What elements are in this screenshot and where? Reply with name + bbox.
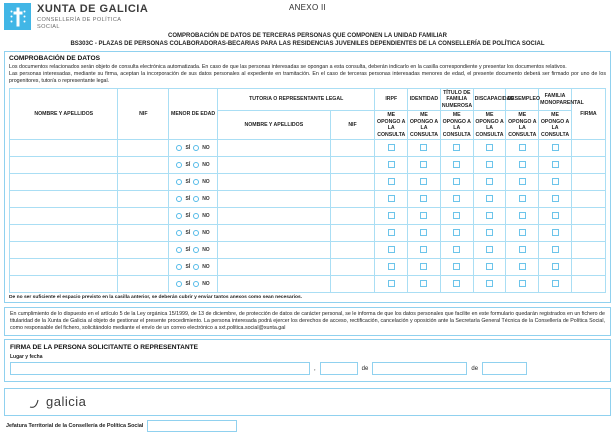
oppose-identidad-checkbox[interactable] bbox=[420, 246, 427, 253]
col-header-firma: FIRMA bbox=[571, 88, 605, 140]
nombre-cell[interactable] bbox=[10, 191, 118, 208]
oppose-desempleo-checkbox[interactable] bbox=[519, 161, 526, 168]
oppose-identidad-checkbox[interactable] bbox=[420, 195, 427, 202]
nombre-cell[interactable] bbox=[10, 225, 118, 242]
oppose-familia-numerosa-cell bbox=[440, 225, 473, 242]
col-header-menor: MENOR DE EDAD bbox=[169, 88, 218, 140]
firma-heading: FIRMA DE LA PERSONA SOLICITANTE O REPRESENTANTE bbox=[10, 343, 199, 351]
nombre-cell[interactable] bbox=[10, 242, 118, 259]
oppose-desempleo-cell bbox=[506, 157, 539, 174]
oppose-familia-numerosa-checkbox[interactable] bbox=[453, 195, 460, 202]
radio-si[interactable] bbox=[176, 196, 182, 202]
tutor-nif-cell[interactable] bbox=[330, 276, 375, 293]
radio-no[interactable] bbox=[193, 162, 199, 168]
oppose-desempleo-checkbox[interactable] bbox=[519, 263, 526, 270]
org-department bbox=[37, 17, 148, 31]
oppose-discapacidad-cell bbox=[473, 259, 506, 276]
jefatura-input[interactable] bbox=[147, 420, 237, 432]
oppose-irpf-checkbox[interactable] bbox=[388, 263, 395, 270]
tutor-nif-cell[interactable] bbox=[330, 157, 375, 174]
form-title-line1: COMPROBACIÓN DE DATOS DE TERCERAS PERSONAS QUE COMPONEN LA UNIDAD FAMILIAR bbox=[168, 33, 447, 39]
anexo-label: ANEXO II bbox=[288, 3, 327, 12]
oppose-irpf-cell bbox=[375, 157, 408, 174]
table-footnote: De no ser suficiente el espacio previsto en la casilla anterior, se deberán cubrir y enviar tantos anexos como sean necesarios. bbox=[9, 295, 303, 301]
firma-section bbox=[4, 339, 611, 382]
radio-no[interactable] bbox=[193, 230, 199, 236]
radio-si[interactable] bbox=[176, 162, 182, 168]
nif-cell[interactable] bbox=[118, 208, 169, 225]
mes-input[interactable] bbox=[372, 362, 467, 375]
comprobacion-para1: Los documentos relacionados serán objeto de consulta electrónica automatizada. En caso de que las personas interesadas se opongan a esta consulta, deberán indicarlo en la casilla correspondiente y presentar los documentos relativos. bbox=[9, 64, 567, 71]
oppose-desempleo-cell bbox=[506, 225, 539, 242]
oppose-desempleo-cell bbox=[506, 191, 539, 208]
org-dept-line1: CONSELLERÍA DE POLÍTICA bbox=[37, 17, 122, 23]
radio-si-label: SÍ bbox=[185, 162, 191, 169]
radio-si-label: SÍ bbox=[185, 264, 191, 271]
oppose-monoparental-checkbox[interactable] bbox=[552, 280, 559, 287]
col-header-tutor-nombre: NOMBRE Y APELLIDOS bbox=[218, 111, 331, 140]
tutor-nombre-cell[interactable] bbox=[218, 276, 331, 293]
oppose-irpf-cell bbox=[375, 276, 408, 293]
menor-cell bbox=[169, 225, 218, 242]
galicia-swoosh-icon bbox=[29, 395, 45, 409]
tutor-nif-cell[interactable] bbox=[330, 174, 375, 191]
firma-cell[interactable] bbox=[571, 208, 605, 225]
oppose-irpf-cell bbox=[375, 242, 408, 259]
radio-no[interactable] bbox=[193, 247, 199, 253]
oppose-desempleo-checkbox[interactable] bbox=[519, 246, 526, 253]
oppose-discapacidad-checkbox[interactable] bbox=[486, 161, 493, 168]
firma-cell[interactable] bbox=[571, 157, 605, 174]
tutor-nombre-cell[interactable] bbox=[218, 208, 331, 225]
table-row bbox=[10, 259, 606, 276]
radio-no-label: NO bbox=[202, 162, 210, 169]
oppose-discapacidad-checkbox[interactable] bbox=[486, 195, 493, 202]
radio-si[interactable] bbox=[176, 145, 182, 151]
oppose-irpf-cell bbox=[375, 208, 408, 225]
oppose-desempleo-cell bbox=[506, 276, 539, 293]
oppose-familia-numerosa-checkbox[interactable] bbox=[453, 229, 460, 236]
radio-si-label: SÍ bbox=[185, 213, 191, 220]
firma-cell[interactable] bbox=[571, 242, 605, 259]
oppose-familia-numerosa-checkbox[interactable] bbox=[453, 212, 460, 219]
firma-cell[interactable] bbox=[571, 140, 605, 157]
tutor-nombre-cell[interactable] bbox=[218, 140, 331, 157]
firma-cell[interactable] bbox=[571, 174, 605, 191]
col-header-monoparental: FAMILIA MONOPARENTAL bbox=[539, 88, 572, 111]
radio-no-label: NO bbox=[202, 230, 210, 237]
oppose-identidad-cell bbox=[408, 259, 441, 276]
oppose-familia-numerosa-checkbox[interactable] bbox=[453, 144, 460, 151]
table-body bbox=[10, 140, 606, 293]
oppose-desempleo-cell bbox=[506, 208, 539, 225]
radio-si[interactable] bbox=[176, 281, 182, 287]
oppose-irpf-checkbox[interactable] bbox=[388, 144, 395, 151]
menor-cell bbox=[169, 208, 218, 225]
tutor-nif-cell[interactable] bbox=[330, 208, 375, 225]
oppose-identidad-cell bbox=[408, 276, 441, 293]
oppose-irpf-cell bbox=[375, 140, 408, 157]
oppose-irpf-checkbox[interactable] bbox=[388, 161, 395, 168]
oppose-header-familia-numerosa: ME OPONGO A LA CONSULTA bbox=[440, 111, 473, 140]
jefatura-row bbox=[6, 420, 611, 432]
radio-no-label: NO bbox=[202, 145, 210, 152]
radio-no[interactable] bbox=[193, 179, 199, 185]
oppose-desempleo-cell bbox=[506, 140, 539, 157]
date-row bbox=[10, 362, 605, 375]
radio-no[interactable] bbox=[193, 264, 199, 270]
lugar-fecha-label: Lugar y fecha bbox=[10, 353, 43, 360]
nif-cell[interactable] bbox=[118, 276, 169, 293]
oppose-irpf-checkbox[interactable] bbox=[388, 195, 395, 202]
nif-cell[interactable] bbox=[118, 259, 169, 276]
org-dept-line2: SOCIAL bbox=[37, 23, 60, 30]
oppose-monoparental-cell bbox=[539, 276, 572, 293]
tutor-nif-cell[interactable] bbox=[330, 191, 375, 208]
menor-cell bbox=[169, 157, 218, 174]
tutor-nombre-cell[interactable] bbox=[218, 191, 331, 208]
oppose-identidad-cell bbox=[408, 208, 441, 225]
oppose-desempleo-cell bbox=[506, 174, 539, 191]
oppose-discapacidad-checkbox[interactable] bbox=[486, 144, 493, 151]
oppose-desempleo-cell bbox=[506, 259, 539, 276]
radio-si-label: SÍ bbox=[185, 230, 191, 237]
oppose-familia-numerosa-cell bbox=[440, 140, 473, 157]
form-title-line2: BS303C - PLAZAS DE PERSONAS COLABORADORAS-BECARIAS PARA LAS RESIDENCIAS JUVENILES DEPENDIENTES DE LA CONSELLERÍA DE POLÍTICA SOCIAL bbox=[70, 41, 545, 48]
oppose-monoparental-checkbox[interactable] bbox=[552, 263, 559, 270]
privacy-section bbox=[4, 307, 611, 336]
anio-input[interactable] bbox=[482, 362, 527, 375]
radio-si[interactable] bbox=[176, 179, 182, 185]
radio-no-label: NO bbox=[202, 196, 210, 203]
oppose-familia-numerosa-cell bbox=[440, 259, 473, 276]
jefatura-label: Jefatura Territorial de la Consellería de Política Social bbox=[6, 422, 144, 429]
nif-cell[interactable] bbox=[118, 191, 169, 208]
oppose-familia-numerosa-checkbox[interactable] bbox=[453, 178, 460, 185]
oppose-discapacidad-checkbox[interactable] bbox=[486, 263, 493, 270]
radio-si-label: SÍ bbox=[185, 281, 191, 288]
col-header-desempleo: DESEMPLEO bbox=[506, 88, 539, 111]
col-header-familia-numerosa: TÍTULO DE FAMILIA NUMEROSA bbox=[441, 89, 473, 109]
oppose-identidad-cell bbox=[408, 242, 441, 259]
oppose-irpf-checkbox[interactable] bbox=[388, 246, 395, 253]
tutor-nombre-cell[interactable] bbox=[218, 157, 331, 174]
col-header-tutor-nif: NIF bbox=[330, 111, 375, 140]
de-label-2: de bbox=[471, 365, 479, 372]
oppose-irpf-cell bbox=[375, 174, 408, 191]
table-row bbox=[10, 174, 606, 191]
oppose-monoparental-cell bbox=[539, 225, 572, 242]
org-name: XUNTA DE GALICIA bbox=[37, 3, 149, 15]
radio-si[interactable] bbox=[176, 230, 182, 236]
oppose-irpf-checkbox[interactable] bbox=[388, 229, 395, 236]
oppose-irpf-cell bbox=[375, 191, 408, 208]
menor-cell bbox=[169, 174, 218, 191]
tutor-nif-cell[interactable] bbox=[330, 242, 375, 259]
oppose-monoparental-cell bbox=[539, 242, 572, 259]
oppose-familia-numerosa-cell bbox=[440, 208, 473, 225]
radio-no[interactable] bbox=[193, 196, 199, 202]
oppose-monoparental-cell bbox=[539, 174, 572, 191]
oppose-header-identidad: ME OPONGO A LA CONSULTA bbox=[408, 111, 441, 140]
comma-separator: , bbox=[314, 365, 316, 372]
oppose-monoparental-cell bbox=[539, 157, 572, 174]
dia-input[interactable] bbox=[320, 362, 358, 375]
oppose-familia-numerosa-checkbox[interactable] bbox=[453, 246, 460, 253]
oppose-discapacidad-cell bbox=[473, 157, 506, 174]
oppose-monoparental-cell bbox=[539, 259, 572, 276]
oppose-monoparental-cell bbox=[539, 140, 572, 157]
oppose-familia-numerosa-cell bbox=[440, 191, 473, 208]
form-title bbox=[0, 32, 615, 48]
oppose-header-monoparental: ME OPONGO A LA CONSULTA bbox=[539, 111, 572, 140]
menor-cell bbox=[169, 242, 218, 259]
de-label-1: de bbox=[361, 365, 369, 372]
radio-no-label: NO bbox=[202, 179, 210, 186]
nombre-cell[interactable] bbox=[10, 276, 118, 293]
oppose-identidad-cell bbox=[408, 174, 441, 191]
tutor-nombre-cell[interactable] bbox=[218, 225, 331, 242]
menor-cell bbox=[169, 276, 218, 293]
radio-no[interactable] bbox=[193, 213, 199, 219]
oppose-identidad-checkbox[interactable] bbox=[420, 178, 427, 185]
galicia-wordmark: galicia bbox=[46, 394, 87, 410]
radio-no-label: NO bbox=[202, 213, 210, 220]
oppose-monoparental-checkbox[interactable] bbox=[552, 195, 559, 202]
oppose-familia-numerosa-cell bbox=[440, 242, 473, 259]
radio-no[interactable] bbox=[193, 145, 199, 151]
oppose-discapacidad-cell bbox=[473, 242, 506, 259]
tutor-nif-cell[interactable] bbox=[330, 140, 375, 157]
galicia-footer-box bbox=[4, 388, 611, 416]
oppose-desempleo-checkbox[interactable] bbox=[519, 178, 526, 185]
lugar-input[interactable] bbox=[10, 362, 310, 375]
oppose-monoparental-checkbox[interactable] bbox=[552, 246, 559, 253]
nif-cell[interactable] bbox=[118, 242, 169, 259]
tutor-nombre-cell[interactable] bbox=[218, 174, 331, 191]
oppose-desempleo-checkbox[interactable] bbox=[519, 144, 526, 151]
oppose-monoparental-checkbox[interactable] bbox=[552, 144, 559, 151]
oppose-irpf-checkbox[interactable] bbox=[388, 178, 395, 185]
oppose-identidad-checkbox[interactable] bbox=[420, 229, 427, 236]
firma-cell[interactable] bbox=[571, 225, 605, 242]
comprobacion-table bbox=[9, 88, 606, 294]
col-header-identidad: IDENTIDAD bbox=[408, 88, 441, 111]
oppose-familia-numerosa-checkbox[interactable] bbox=[453, 263, 460, 270]
radio-si[interactable] bbox=[176, 213, 182, 219]
tutor-nombre-cell[interactable] bbox=[218, 259, 331, 276]
nombre-cell[interactable] bbox=[10, 208, 118, 225]
menor-cell bbox=[169, 259, 218, 276]
oppose-identidad-cell bbox=[408, 157, 441, 174]
radio-si-label: SÍ bbox=[185, 179, 191, 186]
nombre-cell[interactable] bbox=[10, 140, 118, 157]
radio-si-label: SÍ bbox=[185, 196, 191, 203]
col-header-discapacidad: DISCAPACIDAD bbox=[473, 88, 506, 111]
table-row bbox=[10, 276, 606, 293]
oppose-identidad-checkbox[interactable] bbox=[420, 280, 427, 287]
nombre-cell[interactable] bbox=[10, 259, 118, 276]
oppose-irpf-checkbox[interactable] bbox=[388, 280, 395, 287]
oppose-familia-numerosa-cell bbox=[440, 174, 473, 191]
radio-no[interactable] bbox=[193, 281, 199, 287]
comprobacion-heading: COMPROBACIÓN DE DATOS bbox=[9, 55, 100, 63]
radio-si-label: SÍ bbox=[185, 247, 191, 254]
menor-cell bbox=[169, 140, 218, 157]
oppose-monoparental-checkbox[interactable] bbox=[552, 212, 559, 219]
oppose-header-irpf: ME OPONGO A LA CONSULTA bbox=[375, 111, 408, 140]
oppose-desempleo-checkbox[interactable] bbox=[519, 195, 526, 202]
oppose-identidad-cell bbox=[408, 225, 441, 242]
table-row bbox=[10, 242, 606, 259]
comprobacion-section bbox=[4, 51, 611, 303]
oppose-identidad-checkbox[interactable] bbox=[420, 161, 427, 168]
oppose-discapacidad-checkbox[interactable] bbox=[486, 178, 493, 185]
nif-cell[interactable] bbox=[118, 157, 169, 174]
oppose-header-discapacidad: ME OPONGO A LA CONSULTA bbox=[473, 111, 506, 140]
col-header-nif: NIF bbox=[118, 88, 169, 140]
oppose-discapacidad-cell bbox=[473, 225, 506, 242]
firma-cell[interactable] bbox=[571, 259, 605, 276]
oppose-identidad-cell bbox=[408, 191, 441, 208]
oppose-monoparental-checkbox[interactable] bbox=[552, 178, 559, 185]
oppose-familia-numerosa-checkbox[interactable] bbox=[453, 161, 460, 168]
table-row bbox=[10, 208, 606, 225]
radio-no-label: NO bbox=[202, 247, 210, 254]
table-row bbox=[10, 191, 606, 208]
oppose-familia-numerosa-cell bbox=[440, 157, 473, 174]
table-row bbox=[10, 225, 606, 242]
oppose-irpf-checkbox[interactable] bbox=[388, 212, 395, 219]
oppose-identidad-checkbox[interactable] bbox=[420, 263, 427, 270]
oppose-identidad-cell bbox=[408, 140, 441, 157]
oppose-identidad-checkbox[interactable] bbox=[420, 212, 427, 219]
tutor-nif-cell[interactable] bbox=[330, 259, 375, 276]
oppose-discapacidad-checkbox[interactable] bbox=[486, 212, 493, 219]
oppose-desempleo-cell bbox=[506, 242, 539, 259]
privacy-text: En cumplimiento de lo dispuesto en el artículo 5 de la Ley orgánica 15/1999, de 13 de diciembre, de protección de datos de carácter personal, se le informa de que los datos personales que facilite en este formulario quedarán registrados en un fichero de titularidad de la Xunta de Galicia al objeto de gestionar el presente procedimiento. La persona interesada podrá ejercer los derechos de acceso, rectificación, cancelación y oposición ante la Secretaría General Técnica de la Consellería de Política Social, como responsable del fichero, solicitándolo mediante el envío de un correo electrónico a sxt.politica.social@xunta.gal bbox=[10, 311, 605, 332]
oppose-monoparental-checkbox[interactable] bbox=[552, 229, 559, 236]
oppose-irpf-cell bbox=[375, 225, 408, 242]
nif-cell[interactable] bbox=[118, 225, 169, 242]
tutor-nif-cell[interactable] bbox=[330, 225, 375, 242]
oppose-discapacidad-checkbox[interactable] bbox=[486, 246, 493, 253]
firma-cell[interactable] bbox=[571, 191, 605, 208]
radio-no-label: NO bbox=[202, 264, 210, 271]
col-header-tutor-group: TUTOR/A O REPRESENTANTE LEGAL bbox=[218, 88, 375, 111]
oppose-discapacidad-cell bbox=[473, 208, 506, 225]
oppose-identidad-checkbox[interactable] bbox=[420, 144, 427, 151]
tutor-nombre-cell[interactable] bbox=[218, 242, 331, 259]
oppose-familia-numerosa-cell bbox=[440, 276, 473, 293]
table-row bbox=[10, 140, 606, 157]
radio-si-label: SÍ bbox=[185, 145, 191, 152]
nombre-cell[interactable] bbox=[10, 174, 118, 191]
radio-si[interactable] bbox=[176, 264, 182, 270]
col-header-nombre: NOMBRE Y APELLIDOS bbox=[10, 88, 118, 140]
oppose-desempleo-checkbox[interactable] bbox=[519, 212, 526, 219]
radio-no-label: NO bbox=[202, 281, 210, 288]
oppose-monoparental-cell bbox=[539, 208, 572, 225]
col-header-irpf: IRPF bbox=[375, 88, 408, 111]
oppose-discapacidad-checkbox[interactable] bbox=[486, 280, 493, 287]
oppose-monoparental-checkbox[interactable] bbox=[552, 161, 559, 168]
oppose-familia-numerosa-checkbox[interactable] bbox=[453, 280, 460, 287]
firma-cell[interactable] bbox=[571, 276, 605, 293]
oppose-discapacidad-cell bbox=[473, 191, 506, 208]
oppose-discapacidad-cell bbox=[473, 140, 506, 157]
page-header bbox=[0, 0, 615, 30]
table-row bbox=[10, 157, 606, 174]
radio-si[interactable] bbox=[176, 247, 182, 253]
oppose-desempleo-checkbox[interactable] bbox=[519, 229, 526, 236]
oppose-desempleo-checkbox[interactable] bbox=[519, 280, 526, 287]
nombre-cell[interactable] bbox=[10, 157, 118, 174]
galicia-logo bbox=[29, 394, 86, 409]
oppose-discapacidad-cell bbox=[473, 174, 506, 191]
oppose-header-desempleo: ME OPONGO A LA CONSULTA bbox=[506, 111, 539, 140]
nif-cell[interactable] bbox=[118, 174, 169, 191]
menor-cell bbox=[169, 191, 218, 208]
nif-cell[interactable] bbox=[118, 140, 169, 157]
oppose-discapacidad-checkbox[interactable] bbox=[486, 229, 493, 236]
oppose-irpf-cell bbox=[375, 259, 408, 276]
comprobacion-para2: Las personas interesadas, mediante su firma, aceptan la incorporación de sus datos personales al expediente en tramitación. En el caso de terceras personas interesadas menores de edad, el presente documento deberá ser firmado por uno de los progenitores, tutor/a o representante legal. bbox=[9, 71, 606, 84]
oppose-monoparental-cell bbox=[539, 191, 572, 208]
oppose-discapacidad-cell bbox=[473, 276, 506, 293]
